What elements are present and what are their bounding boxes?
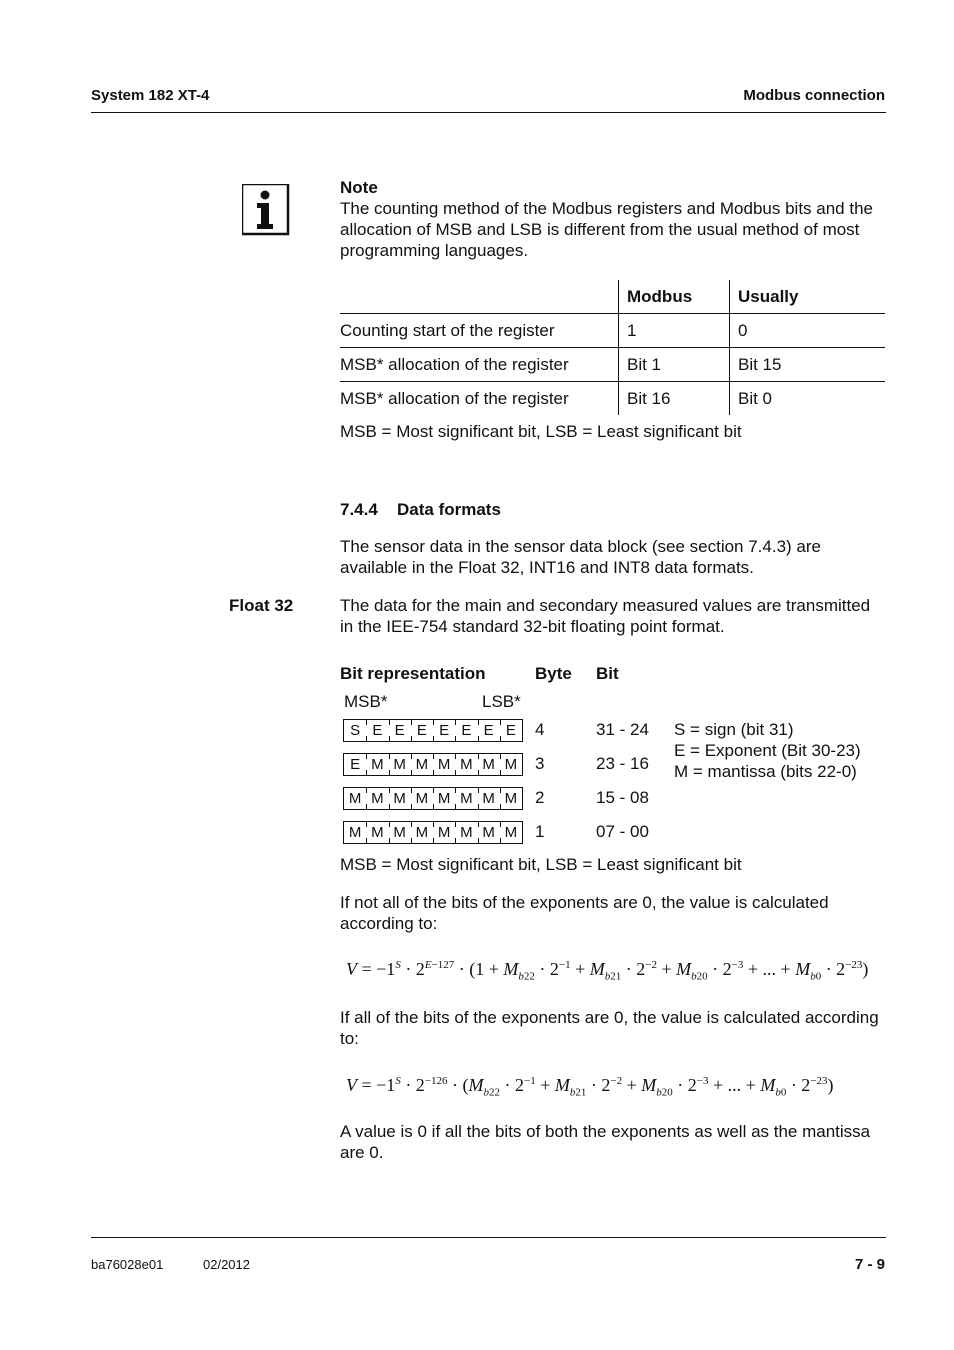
- bit-header-byte: Byte: [535, 664, 572, 683]
- table-cell: Counting start of the register: [340, 314, 619, 348]
- byte-value: 3: [535, 754, 545, 773]
- byte-value: 2: [535, 788, 545, 807]
- bit-cell: M: [366, 788, 388, 809]
- info-icon: [242, 184, 294, 236]
- bit-cell: M: [366, 754, 388, 775]
- bit-cell: M: [411, 754, 433, 775]
- bit-cell: E: [455, 720, 477, 741]
- para-line: are 0.: [340, 1143, 384, 1162]
- bit-legend: [674, 719, 861, 782]
- para-line: A value is 0 if all the bits of both the exponents as well as the mantissa: [340, 1122, 871, 1141]
- bit-cell: M: [366, 822, 388, 843]
- table-header-row: [340, 280, 885, 314]
- para-line: If all of the bits of the exponents are 0, the value is calculated according: [340, 1008, 879, 1027]
- para-zero: [340, 1007, 900, 1049]
- legend-line: E = Exponent (Bit 30-23): [674, 741, 861, 760]
- byte-value: 1: [535, 822, 545, 841]
- bit-cell: E: [350, 756, 361, 773]
- formula-normalized: $V = -1^S \cdot 2^{E-127} \cdot (1 + M_{b22} \cdot 2^{-1} + M_{b21} \cdot 2^{-2} + M_{b20} \cdot 2^{-3}$ + ... + $M_{b0} \cdot 2^{-23}$): [346, 959, 869, 983]
- bit-cell: M: [411, 788, 433, 809]
- bit-header-rep: Bit representation: [340, 664, 486, 683]
- table-cell: 1: [619, 314, 730, 348]
- bit-cell: M: [389, 788, 411, 809]
- bit-cell: M: [433, 822, 455, 843]
- intro-line: available in the Float 32, INT16 and INT8 data formats.: [340, 558, 754, 577]
- bit-cell: E: [411, 720, 433, 741]
- bit-header-bit: Bit: [596, 664, 619, 683]
- header-left: System 182 XT-4: [91, 87, 210, 104]
- bit-cell: M: [478, 822, 500, 843]
- table-cell: MSB* allocation of the register: [340, 382, 619, 416]
- bit-cell: M: [433, 754, 455, 775]
- bit-box-byte1: [343, 821, 523, 844]
- bit-cell: M: [455, 788, 477, 809]
- para-line: according to:: [340, 914, 438, 933]
- para-line: to:: [340, 1029, 359, 1048]
- table-row: [340, 348, 885, 382]
- bit-cell: M: [500, 754, 522, 775]
- bit-cell: M: [348, 790, 362, 807]
- bit-box-byte4: [343, 719, 523, 742]
- table-cell: Bit 0: [730, 382, 886, 416]
- footer-date: 02/2012: [203, 1257, 250, 1272]
- bit-cell: S: [350, 722, 361, 739]
- note-line: The counting method of the Modbus registers and Modbus bits and the: [340, 199, 873, 218]
- comparison-table: [340, 280, 885, 415]
- bit-cell: E: [478, 720, 500, 741]
- section-number: 7.4.4: [340, 500, 378, 519]
- intro-line: The sensor data in the sensor data block (see section 7.4.3) are: [340, 537, 821, 556]
- byte-value: 4: [535, 720, 545, 739]
- note-line: allocation of MSB and LSB is different from the usual method of most: [340, 220, 860, 239]
- table-row: [340, 382, 885, 416]
- legend-line: M = mantissa (bits 22-0): [674, 762, 857, 781]
- formula-denormalized: $V = -1^S \cdot 2^{-126} \cdot (M_{b22} \cdot 2^{-1} + M_{b21} \cdot 2^{-2} + M_{b20} \cdot 2^{-3}$ + ... + $M_{b0} \cdot 2^{-23}$): [346, 1075, 834, 1099]
- float32-label: Float 32: [229, 596, 294, 615]
- bit-cell: E: [389, 720, 411, 741]
- header-rule: [91, 112, 886, 113]
- bit-cell: E: [433, 720, 455, 741]
- note-title: Note: [340, 178, 378, 197]
- note-line: programming languages.: [340, 241, 529, 260]
- bit-range: 15 - 08: [596, 788, 649, 807]
- bit-cell: M: [500, 822, 522, 843]
- section-title: Data formats: [397, 500, 501, 519]
- table-footnote: MSB = Most significant bit, LSB = Least significant bit: [340, 422, 742, 441]
- float32-line: in the IEE-754 standard 32-bit floating point format.: [340, 617, 725, 636]
- float32-text: [340, 595, 900, 637]
- bit-range: 07 - 00: [596, 822, 649, 841]
- table-cell: 0: [730, 314, 886, 348]
- note-text: [340, 198, 900, 261]
- table-header-cell: Modbus: [619, 280, 730, 314]
- bit-cell: M: [478, 754, 500, 775]
- legend-line: S = sign (bit 31): [674, 720, 794, 739]
- bit-cell: M: [500, 788, 522, 809]
- table-cell: MSB* allocation of the register: [340, 348, 619, 382]
- bit-range: 23 - 16: [596, 754, 649, 773]
- section-intro: [340, 536, 900, 578]
- float32-line: The data for the main and secondary measured values are transmitted: [340, 596, 871, 615]
- table-header-cell: Usually: [730, 280, 886, 314]
- bit-footnote: MSB = Most significant bit, LSB = Least significant bit: [340, 855, 742, 874]
- bit-cell: M: [348, 824, 362, 841]
- footer-rule: [91, 1237, 886, 1238]
- bit-cell: M: [389, 754, 411, 775]
- header-right: Modbus connection: [743, 87, 885, 104]
- bit-box-byte3: [343, 753, 523, 776]
- para-line: If not all of the bits of the exponents are 0, the value is calculated: [340, 893, 829, 912]
- bit-range: 31 - 24: [596, 720, 649, 739]
- table-cell: Bit 1: [619, 348, 730, 382]
- bit-cell: M: [389, 822, 411, 843]
- bit-cell: M: [478, 788, 500, 809]
- footer-doc: ba76028e01: [91, 1257, 164, 1272]
- bit-cell: E: [500, 720, 522, 741]
- page-number: 7 - 9: [854, 1256, 885, 1273]
- bit-cell: M: [411, 822, 433, 843]
- bit-cell: M: [455, 754, 477, 775]
- bit-box-byte2: [343, 787, 523, 810]
- bit-cell: M: [455, 822, 477, 843]
- msb-label: MSB*: [344, 692, 388, 711]
- table-row: [340, 314, 885, 348]
- table-cell: Bit 16: [619, 382, 730, 416]
- table-header-cell: [340, 280, 619, 314]
- table-cell: Bit 15: [730, 348, 886, 382]
- lsb-label: LSB*: [482, 692, 521, 711]
- bit-cell: M: [433, 788, 455, 809]
- para-nonzero: [340, 892, 900, 934]
- para-final: [340, 1121, 900, 1163]
- bit-cell: E: [366, 720, 388, 741]
